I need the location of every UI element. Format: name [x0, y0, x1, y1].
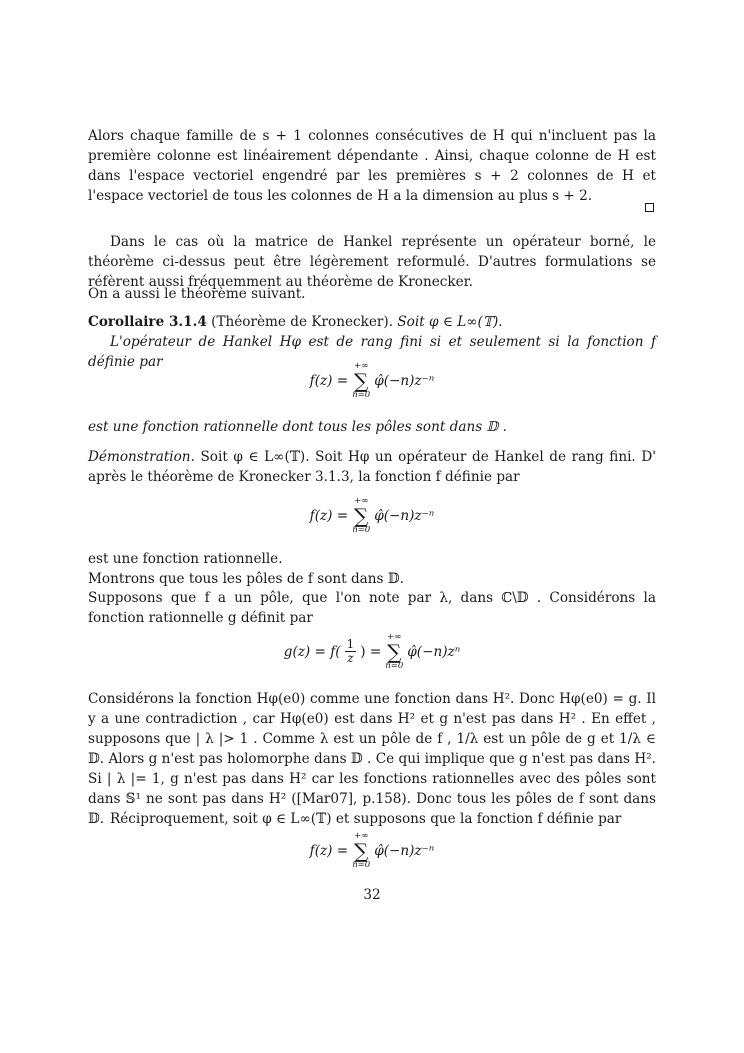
- summation-symbol: +∞ ∑ n=0: [352, 496, 371, 535]
- proof-paragraph-1: [88, 447, 656, 487]
- proof-suppose: Supposons que f a un pôle, que l'on note par λ, dans ℂ\𝔻 . Considérons la fonction rationnelle g définit par: [88, 590, 656, 626]
- corollary-hypothesis: Soit φ ∈ L∞(𝕋).: [397, 314, 503, 330]
- corollary-label: Corollaire 3.1.4: [88, 314, 207, 330]
- paragraph-proof-end: Alors chaque famille de s + 1 colonnes consécutives de H qui n'incluent pas la première colonne est linéairement dépendante . Ainsi, chaque colonne de H est dans l'espace vectoriel engendré par les premières s + 2 colonnes de H et l'espace vectoriel de tous les colonnes de H a la dimension au plus s + 2.: [88, 128, 656, 204]
- summation-symbol: +∞ ∑ n=0: [352, 831, 371, 870]
- paragraph-next-theorem: On a aussi le théorème suivant.: [88, 286, 306, 302]
- equation-g-sum: g(z) = f( $\frac{1}{z}$ ) = +∞ ∑ n=0 φ̂(−n)zⁿ: [283, 632, 461, 671]
- equation-f-sum-1: [0, 362, 744, 406]
- summation-symbol: +∞ ∑ n=0: [385, 632, 404, 671]
- proof-converse: Réciproquement, soit φ ∈ L∞(𝕋) et supposons que la fonction f définie par: [110, 811, 622, 827]
- proof-rational: est une fonction rationnelle.: [88, 551, 283, 567]
- equation-f-sum-3: f(z) = +∞ ∑ n=0 φ̂(−n)z⁻ⁿ: [309, 831, 435, 870]
- corollary-conclusion: est une fonction rationnelle dont tous les pôles sont dans 𝔻 .: [88, 419, 507, 435]
- equation-lhs: f(z) =: [309, 372, 349, 389]
- corollary-body: L'opérateur de Hankel Hφ est de rang fini si et seulement si la fonction f définie par: [88, 334, 656, 370]
- summation-symbol: +∞ ∑ n=0: [352, 361, 371, 400]
- proof-claim: Montrons que tous les pôles de f sont dans 𝔻.: [88, 571, 404, 587]
- paragraph-reformulation: Dans le cas où la matrice de Hankel représente un opérateur borné, le théorème ci-dessus peut être légèrement reformulé. D'autres formulations se réfèrent aussi fréquemment au théorème de Kronecker.: [88, 234, 656, 290]
- corollary-heading: [88, 312, 656, 332]
- proof-text-1: Soit φ ∈ L∞(𝕋). Soit Hφ un opérateur de Hankel de rang fini. D' après le théorème de Kronecker 3.1.3, la fonction f définie par: [88, 449, 656, 485]
- equation-rhs: φ̂(−n)z⁻ⁿ: [374, 372, 435, 389]
- proof-contradiction: Considérons la fonction Hφ(e0) comme une fonction dans H². Donc Hφ(e0) = g. Il y a une contradiction , car Hφ(e0) est dans H² et g n'est pas dans H² . En effet , supposons que | λ |> 1 . Comme λ est un pôle de f , 1/λ est un pôle de g et 1/λ ∈ 𝔻. Alors g n'est pas holomorphe dans 𝔻 . Ce qui implique que g n'est pas dans H². Si | λ |= 1, g n'est pas dans H² car les fonctions rationnelles avec des pôles sont dans 𝕊¹ ne sont pas dans H² ([Mar07], p.158). Donc tous les pôles de f sont dans 𝔻.: [88, 691, 656, 827]
- corollary-name: (Théorème de Kronecker).: [211, 314, 394, 330]
- equation-f-sum-2: f(z) = +∞ ∑ n=0 φ̂(−n)z⁻ⁿ: [309, 496, 435, 535]
- page-number: 32: [363, 887, 381, 903]
- qed-square-icon: [645, 203, 654, 212]
- proof-label: Démonstration.: [88, 449, 195, 465]
- fraction-1-over-z: $\frac{1}{z}$: [346, 637, 355, 665]
